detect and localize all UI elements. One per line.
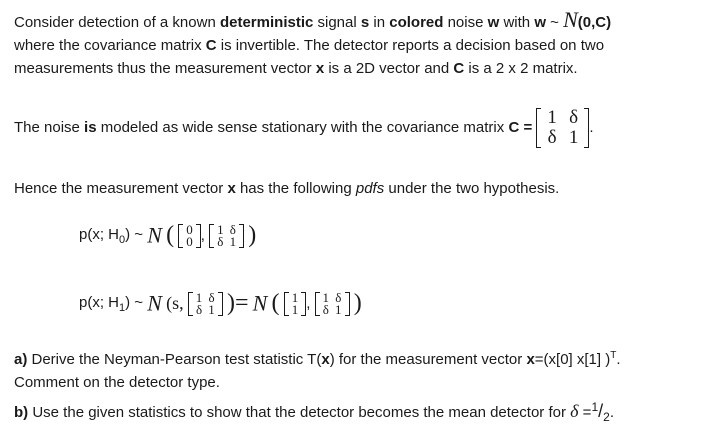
pdf-h1: p(x; $H_1$) ~ N (s, 1 δ δ 1 )= N ( 1 1 , 1 δ δ 1 ) xyxy=(79,289,362,317)
intro-paragraph xyxy=(14,8,611,80)
normal-dist-symbol: N xyxy=(147,222,162,248)
question-b: b) Use the given statistics to show that the detector becomes the mean detector for $\delta =^1/_2$. xyxy=(14,400,614,424)
hence-line: Hence the measurement vector x has the following pdfs under the two hypothesis. xyxy=(14,180,560,197)
pdf-h0: p(x; $H_0$) ~ N ( 0 0 , 1 δ δ 1 ) xyxy=(79,221,257,249)
intro-line-2: where the covariance matrix C is invertible. The detector reports a decision based on two xyxy=(14,37,605,54)
noise-covariance-line: The noise is modeled as wide sense stationary with the covariance matrix C = 1 δ δ 1 . xyxy=(14,107,594,149)
intro-line-1: Consider detection of a known deterministic signal s in colored noise w with w ~ N(0,C) xyxy=(14,7,612,32)
normal-dist-symbol: N xyxy=(147,290,162,316)
one-half-fraction: $^1/_2$ xyxy=(591,400,610,424)
intro-line-3: measurements thus the measurement vector x is a 2D vector and C is a 2 x 2 matrix. xyxy=(14,60,578,77)
mean-vector-h1: 1 1 xyxy=(284,292,307,316)
normal-dist-symbol: N xyxy=(563,7,578,32)
covariance-matrix-h1-b: 1 δ δ 1 xyxy=(315,292,350,316)
covariance-matrix: 1 δ δ 1 xyxy=(536,108,589,148)
question-a: a) Derive the Neyman-Pearson test statistic T(x) for the measurement vector x=(x[0] x[1] )$^T$. Comment on the detector type. xyxy=(14,350,621,391)
mean-vector-h0: 0 0 xyxy=(178,224,201,248)
normal-dist-symbol: N xyxy=(252,290,268,316)
covariance-matrix-h1-a: 1 δ δ 1 xyxy=(188,292,223,316)
covariance-matrix-h0: 1 δ δ 1 xyxy=(209,224,244,248)
